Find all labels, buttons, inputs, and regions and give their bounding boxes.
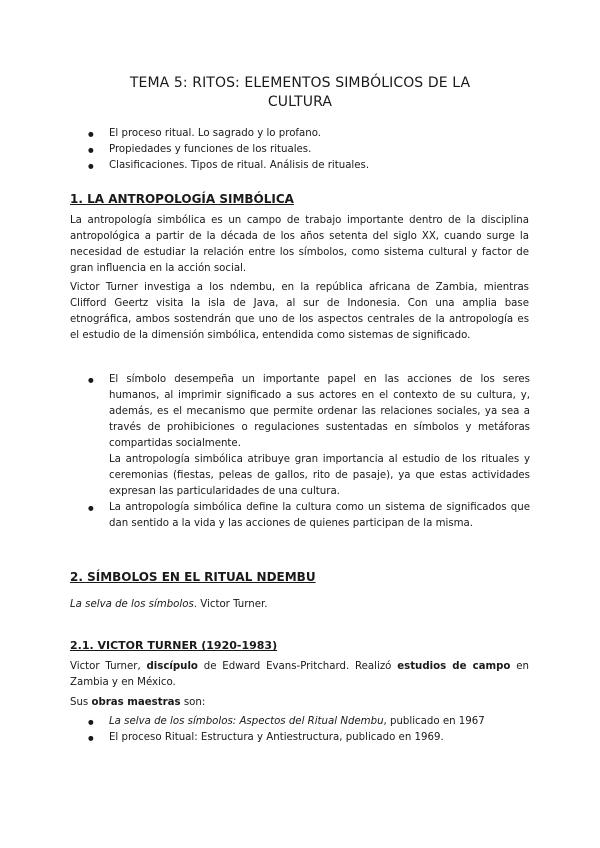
text-span: Victor Turner, <box>70 661 147 672</box>
section-2-reference <box>70 597 529 613</box>
works-list <box>70 714 530 746</box>
section-1-heading: 1. LA ANTROPOLOGÍA SIMBÓLICA <box>70 192 294 206</box>
list-item: ● Clasificaciones. Tipos de ritual. Análisis de rituales. <box>70 158 530 174</box>
title-line-2: CULTURA <box>267 94 333 110</box>
text-span: Sus <box>70 697 92 708</box>
list-item <box>70 372 530 500</box>
works-intro <box>70 695 529 711</box>
reference-author: . Victor Turner. <box>193 599 268 610</box>
bold-text: estudios de campo <box>397 661 511 672</box>
bullet-text-b: La antropología simbólica atribuye gran importancia al estudio de los rituales y ceremonias (fiestas, peleas de gallos, rito de pasaje), ya que estas actividades expresan las particularidades de una cultura. <box>109 454 530 497</box>
section-2-heading: 2. SÍMBOLOS EN EL RITUAL NDEMBU <box>70 570 316 584</box>
bold-text: obras maestras <box>91 697 181 708</box>
text-span: en Zambia y en México. <box>70 661 529 688</box>
text-span: son: <box>180 697 206 708</box>
list-item: ● El proceso Ritual: Estructura y Antiestructura, publicado en 1969. <box>70 730 530 746</box>
reference-title: La selva de los símbolos <box>70 599 194 610</box>
section-1-bullet-list <box>70 372 530 532</box>
section-2-1-heading: 2.1. VICTOR TURNER (1920-1983) <box>70 639 278 652</box>
section-1-paragraph-1: La antropología simbólica es un campo de trabajo importante dentro de la disciplina antropológica a partir de la década de los años setenta del siglo XX, cuando surge la necesidad de estudiar la relación entre los símbolos, como sistema cultural y factor de gran influencia en la acción social. <box>70 215 529 274</box>
section-1-paragraph-2: Victor Turner investiga a los ndembu, en la república africana de Zambia, mientras Clifford Geertz visita la isla de Java, al sur de Indonesia. Con una amplia base etnográfica, ambos sostendrán que uno de los aspectos centrales de la antropología es el estudio de la dimensión simbólica, entendida como sistemas de significado. <box>70 282 529 341</box>
title-line-1: TEMA 5: RITOS: ELEMENTOS SIMBÓLICOS DE LA <box>129 75 471 91</box>
list-item <box>70 714 530 730</box>
text-span: , publicado en 1967 <box>383 716 485 727</box>
bullet-text-a: El símbolo desempeña un importante papel en las acciones de los seres humanos, al imprimir significado a sus actores en el contexto de su cultura, y, además, es el mecanismo que permite ordenar las relaciones sociales, ya sea a través de prohibiciones o regulaciones sustentadas en símbolos y metáforas compartidas socialmente. <box>109 374 530 449</box>
document-title <box>90 74 510 112</box>
bold-text: discípulo <box>146 661 198 672</box>
list-item: ● Propiedades y funciones de los rituales. <box>70 142 530 158</box>
intro-bullet-list <box>70 126 530 174</box>
list-item: ● El proceso ritual. Lo sagrado y lo profano. <box>70 126 530 142</box>
italic-text: La selva de los símbolos: Aspectos del Ritual Ndembu <box>109 716 384 727</box>
list-item: ● La antropología simbólica define la cultura como un sistema de significados que dan sentido a la vida y las acciones de quienes participan de la misma. <box>70 500 530 532</box>
text-span: de Edward Evans-Pritchard. Realizó <box>197 661 398 672</box>
section-2-1-paragraph <box>70 659 529 691</box>
